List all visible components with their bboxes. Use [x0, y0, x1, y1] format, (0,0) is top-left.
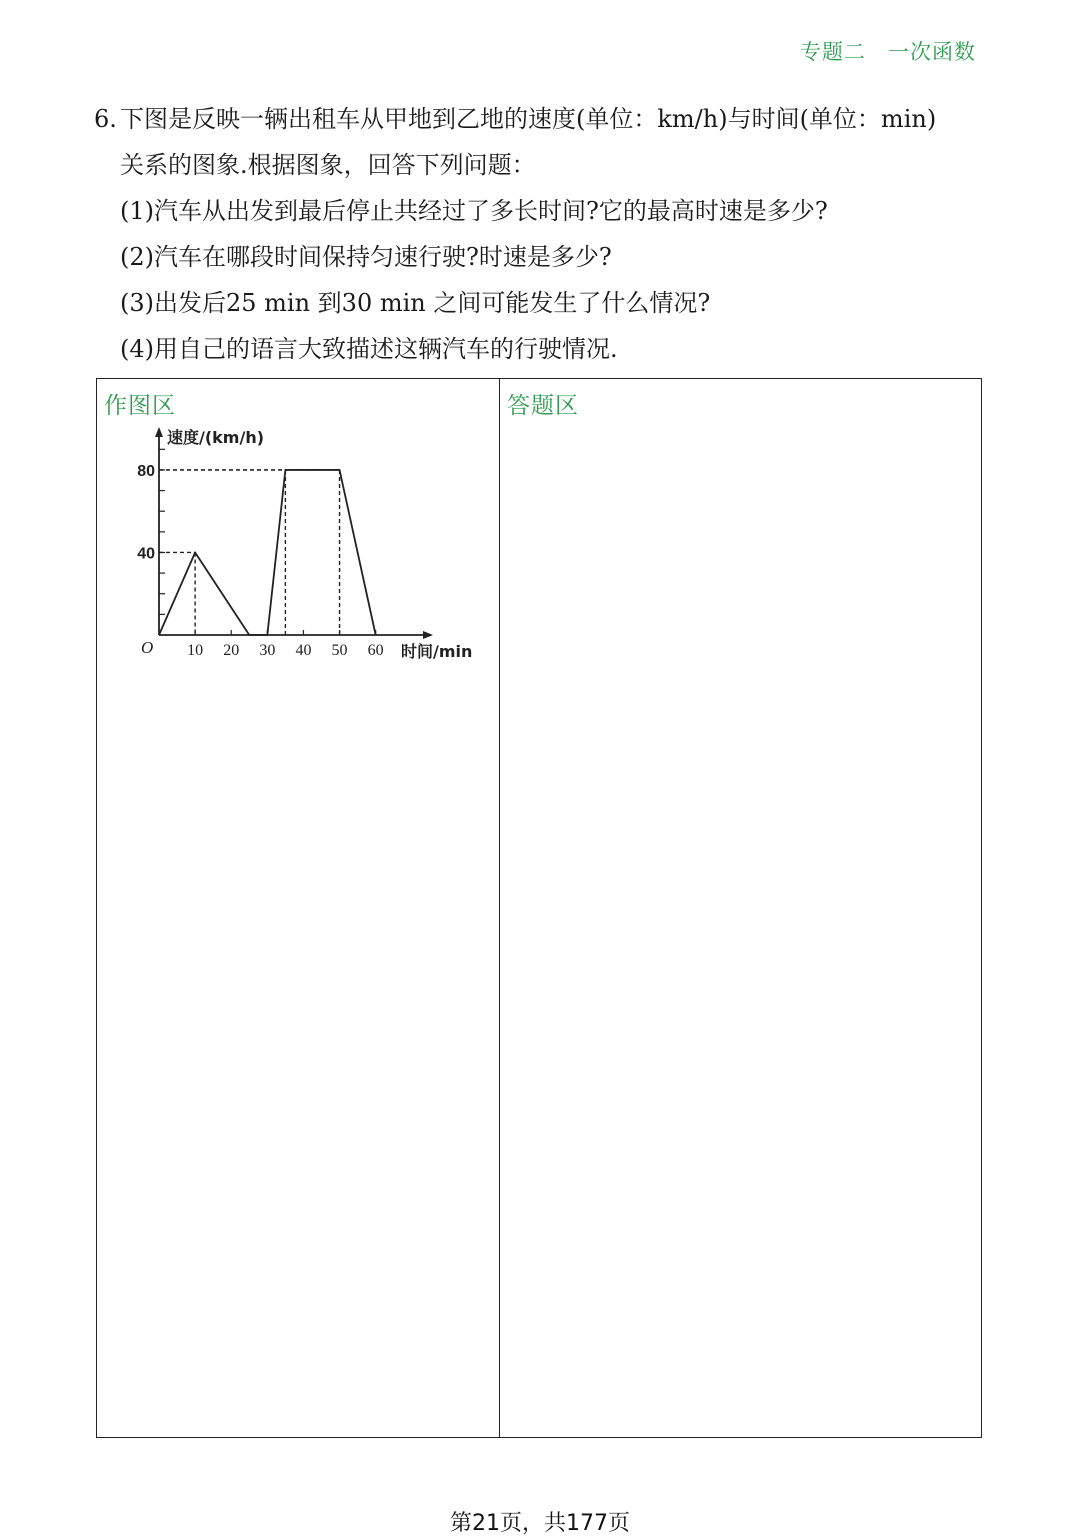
page-footer: 第21页，共177页: [450, 1511, 630, 1536]
x-tick-label: 40: [295, 642, 312, 659]
question-block: [94, 96, 994, 372]
speed-time-chart: [129, 428, 473, 669]
question-stem-text: 下图是反映一辆出租车从甲地到乙地的速度(单位：km/h)与时间(单位：min): [120, 105, 937, 133]
answer-area-title: 答题区: [507, 393, 579, 419]
x-tick-label: 60: [367, 642, 384, 659]
x-axis-arrow: [423, 631, 433, 639]
speed-series-line: [159, 470, 376, 635]
question-part-2: (2)汽车在哪段时间保持匀速行驶?时速是多少?: [120, 243, 612, 271]
answer-area[interactable]: [500, 379, 981, 1437]
chart-svg: [129, 428, 473, 669]
question-part-1: (1)汽车从出发到最后停止共经过了多长时间?它的最高时速是多少?: [120, 197, 828, 225]
question-part-4: (4)用自己的语言大致描述这辆汽车的行驶情况.: [120, 335, 618, 363]
question-stem-line2: 关系的图象.根据图象，回答下列问题：: [120, 151, 536, 179]
x-axis-label: 时间/min: [401, 642, 473, 661]
x-tick-label: 20: [223, 642, 240, 659]
y-tick-label: 80: [137, 462, 155, 480]
work-box: [96, 378, 982, 1438]
drawing-area-title: 作图区: [104, 393, 176, 419]
y-tick-label: 40: [137, 545, 155, 563]
question-stem-line1: [94, 96, 994, 142]
y-axis-arrow: [155, 427, 163, 437]
y-axis-label: 速度/(km/h): [167, 428, 265, 447]
section-header: 专题二 一次函数: [800, 40, 976, 64]
drawing-area[interactable]: [97, 379, 500, 1437]
question-number: 6.: [94, 105, 117, 133]
origin-label: O: [141, 638, 154, 657]
x-tick-label: 10: [187, 642, 204, 659]
question-part-3: (3)出发后25 min 到30 min 之间可能发生了什么情况?: [120, 289, 711, 317]
x-tick-label: 50: [331, 642, 348, 659]
x-tick-label: 30: [259, 642, 276, 659]
